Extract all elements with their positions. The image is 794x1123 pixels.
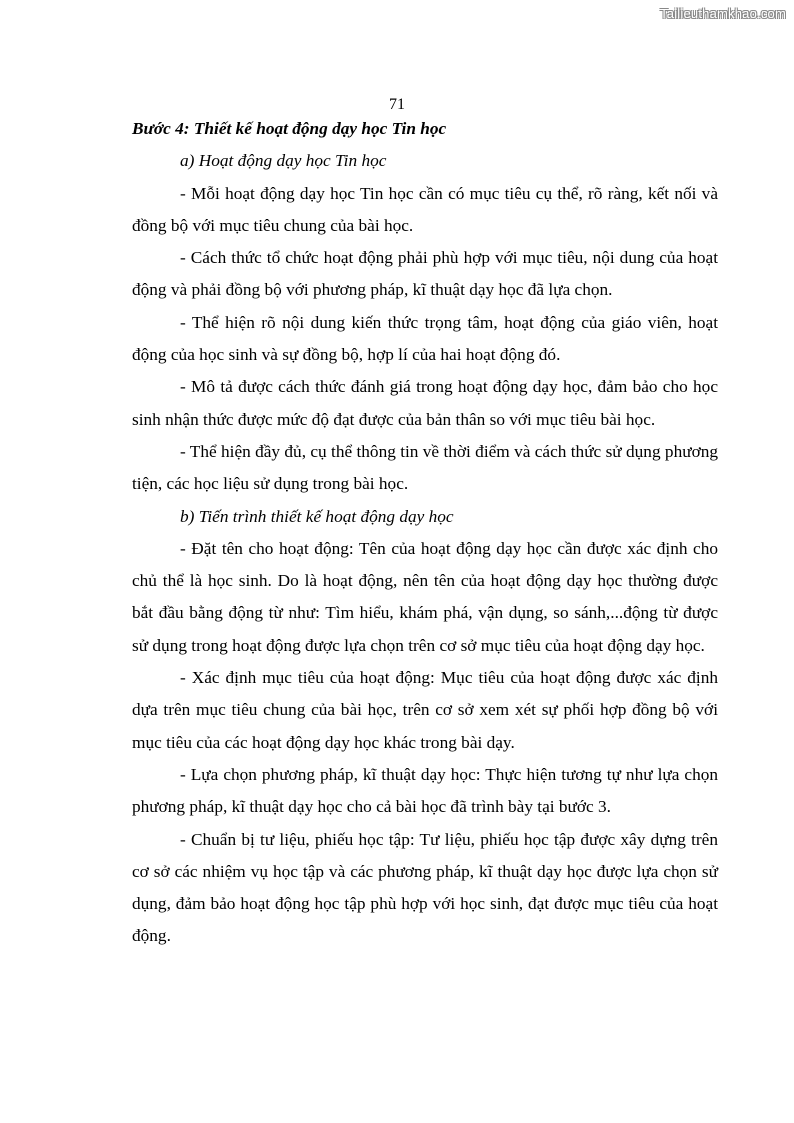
paragraph: - Thể hiện đầy đủ, cụ thể thông tin về thời điểm và cách thức sử dụng phương tiện, các học liệu sử dụng trong bài học. (132, 441, 718, 494)
section-a-title: a) Hoạt động dạy học Tin học (180, 151, 387, 171)
document-body (132, 113, 718, 953)
paragraph: - Lựa chọn phương pháp, kĩ thuật dạy học: Thực hiện tương tự như lựa chọn phương pháp, kĩ thuật dạy học cho cả bài học đã trình bày tại bước 3. (132, 764, 718, 817)
watermark: Tailieuthamkhao.com (660, 6, 786, 21)
paragraph: - Xác định mục tiêu của hoạt động: Mục tiêu của hoạt động được xác định dựa trên mục tiêu chung của bài học, trên cơ sở xem xét sự phối hợp đồng bộ với mục tiêu của các hoạt động dạy học khác trong bài dạy. (132, 668, 718, 752)
paragraph: - Cách thức tổ chức hoạt động phải phù hợp với mục tiêu, nội dung của hoạt động và phải đồng bộ với phương pháp, kĩ thuật dạy học đã lựa chọn. (132, 248, 718, 300)
paragraph: - Thể hiện rõ nội dung kiến thức trọng tâm, hoạt động của giáo viên, hoạt động của học sinh và sự đồng bộ, hợp lí của hai hoạt động đó. (132, 312, 718, 365)
paragraph: - Mỗi hoạt động dạy học Tin học cần có mục tiêu cụ thể, rõ ràng, kết nối và đồng bộ với mục tiêu chung của bài học. (132, 183, 718, 235)
paragraph: - Mô tả được cách thức đánh giá trong hoạt động dạy học, đảm bảo cho học sinh nhận thức được mức độ đạt được của bản thân so với mục tiêu bài học. (132, 377, 718, 429)
step-heading: Bước 4: Thiết kế hoạt động dạy học Tin học (132, 119, 447, 138)
page-number: 71 (389, 96, 405, 113)
section-b-title: b) Tiến trình thiết kế hoạt động dạy học (180, 506, 454, 526)
paragraph: - Đặt tên cho hoạt động: Tên của hoạt động dạy học cần được xác định cho chủ thể là học sinh. Do là hoạt động, nên tên của hoạt động dạy học thường được bắt đầu bằng động từ như: Tìm hiểu, khám phá, vận dụng, so sánh,...động từ được sử dụng trong hoạt động được lựa chọn trên cơ sở mục tiêu của hoạt động dạy học. (132, 538, 718, 655)
paragraph: - Chuẩn bị tư liệu, phiếu học tập: Tư liệu, phiếu học tập được xây dựng trên cơ sở các nhiệm vụ học tập và các phương pháp, kĩ thuật dạy học được lựa chọn sử dụng, đảm bảo hoạt động học tập phù hợp với học sinh, đạt được mục tiêu của hoạt động. (132, 829, 718, 946)
